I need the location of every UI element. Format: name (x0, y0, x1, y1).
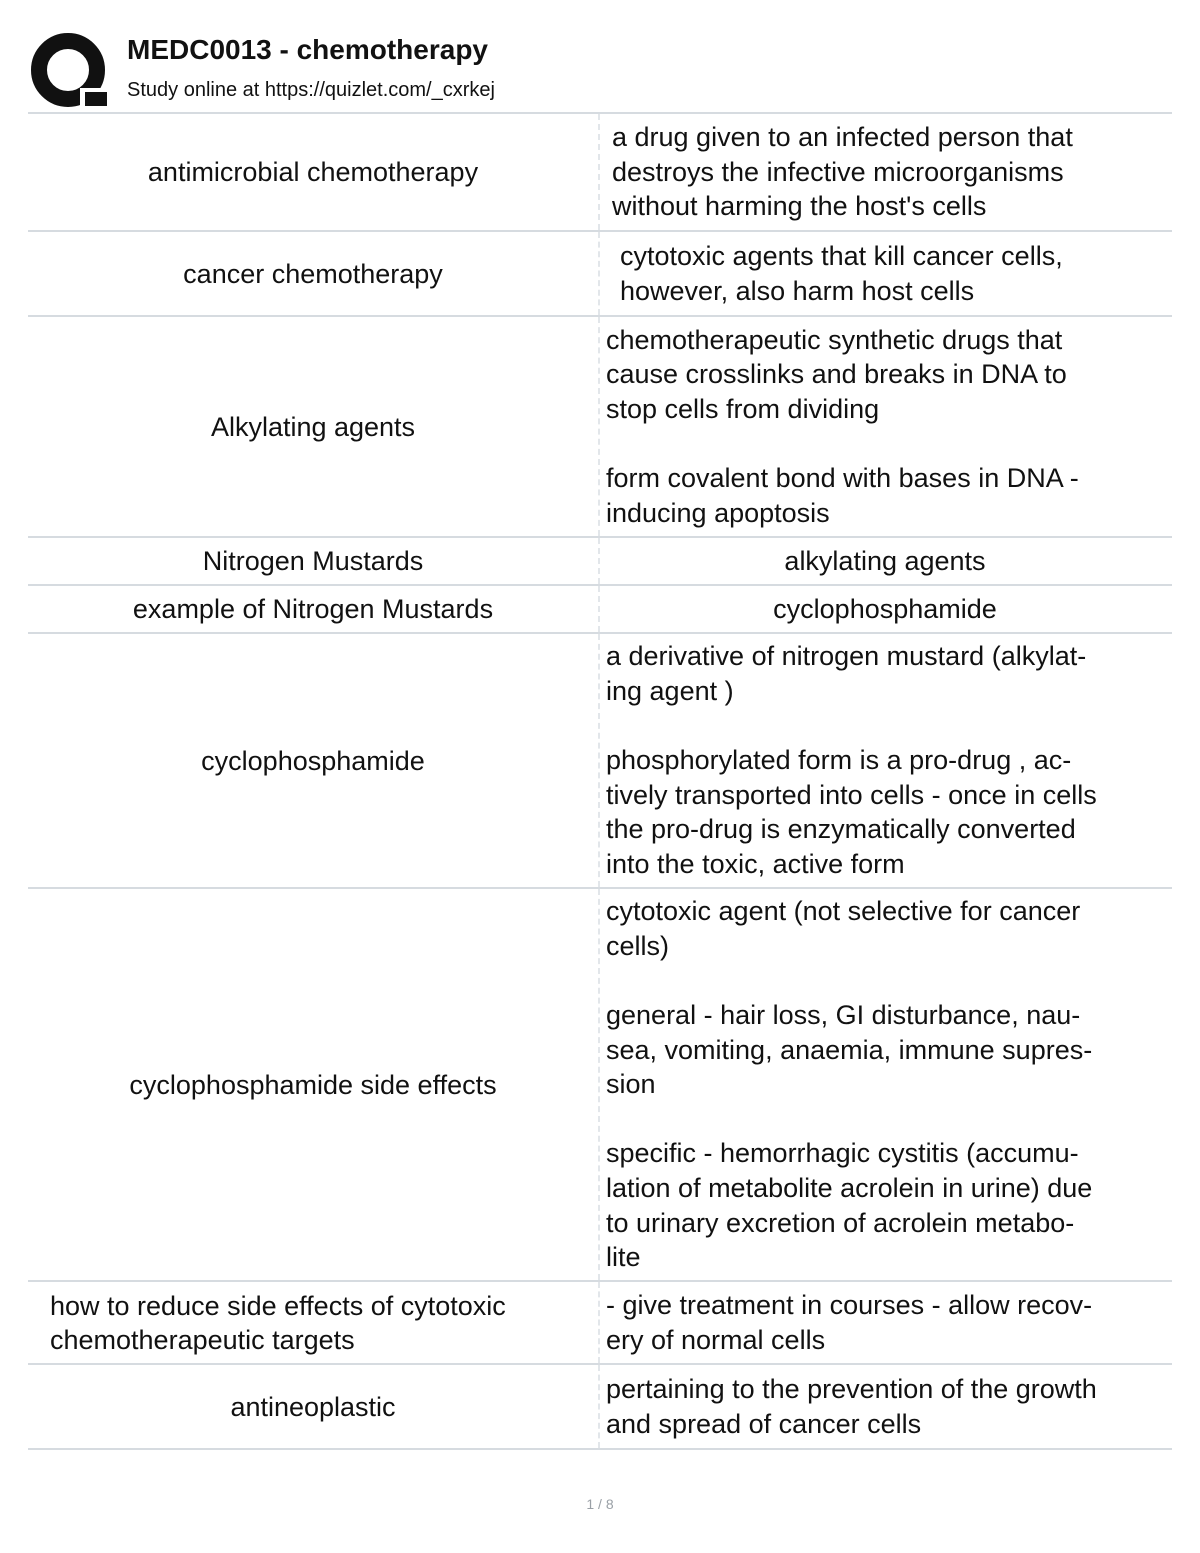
card-definition-text: cyclophosphamide (773, 593, 997, 624)
page-indicator: 1 / 8 (586, 1496, 614, 1512)
card-definition-text: a drug given to an infected person that destroys the infective microorganisms without harming the host's cells (612, 122, 1073, 222)
card-definition (600, 232, 1172, 315)
card-definition-text: pertaining to the prevention of the growth and spread of cancer cells (606, 1373, 1097, 1439)
page-header (28, 30, 1172, 110)
card-row (28, 889, 1172, 1282)
card-row (28, 1282, 1172, 1365)
quizlet-q-logo-icon (30, 32, 108, 110)
card-term: antimicrobial chemotherapy (28, 114, 600, 230)
card-term: antineoplastic (28, 1365, 600, 1448)
card-row (28, 317, 1172, 538)
card-term: cyclophosphamide side effects (28, 889, 600, 1280)
card-definition (600, 586, 1172, 632)
card-definition-text: chemotherapeutic synthetic drugs that cause crosslinks and breaks in DNA to stop cells from dividing form covalent bond with bases in DNA - inducing apoptosis (606, 324, 1079, 528)
card-term (28, 1282, 600, 1363)
study-online-link[interactable]: Study online at https://quizlet.com/_cxrkej (127, 79, 495, 101)
flashcard-table (28, 112, 1172, 1450)
card-definition (600, 1365, 1172, 1448)
card-definition (600, 889, 1172, 1280)
card-row (28, 1365, 1172, 1450)
card-definition (600, 634, 1172, 887)
card-row (28, 114, 1172, 232)
card-term: Nitrogen Mustards (28, 538, 600, 584)
card-term: example of Nitrogen Mustards (28, 586, 600, 632)
card-term-text: how to reduce side effects of cytotoxic chemotherapeutic targets (50, 1290, 506, 1355)
card-row (28, 586, 1172, 634)
card-definition (600, 114, 1172, 230)
page-title: MEDC0013 - chemotherapy (127, 34, 489, 65)
card-term: cyclophosphamide (28, 634, 600, 887)
card-row (28, 538, 1172, 586)
card-row (28, 634, 1172, 889)
card-definition-text: cytotoxic agents that kill cancer cells, however, also harm host cells (620, 240, 1063, 306)
card-term: cancer chemotherapy (28, 232, 600, 315)
card-definition (600, 538, 1172, 584)
card-definition-text: cytotoxic agent (not selective for cancer cells) general - hair loss, GI disturbance, nau- sea, vomiting, anaemia, immune supres- sion specific - hemorrhagic cystitis (accumu- lation of metabolite acrolein in urine) due to urinary excretion of acrolein metabo- lite (606, 896, 1093, 1273)
card-definition (600, 1282, 1172, 1363)
card-definition-text: a derivative of nitrogen mustard (alkylat- ing agent ) phosphorylated form is a pro-drug , ac- tively transported into cells - once in cells the pro-drug is enzymatically converted into the toxic, active form (606, 641, 1097, 879)
card-definition-text: - give treatment in courses - allow recov- ery of normal cells (606, 1289, 1093, 1355)
card-definition-text: alkylating agents (784, 545, 986, 576)
card-definition (600, 317, 1172, 536)
card-row (28, 232, 1172, 317)
card-term: Alkylating agents (28, 317, 600, 536)
